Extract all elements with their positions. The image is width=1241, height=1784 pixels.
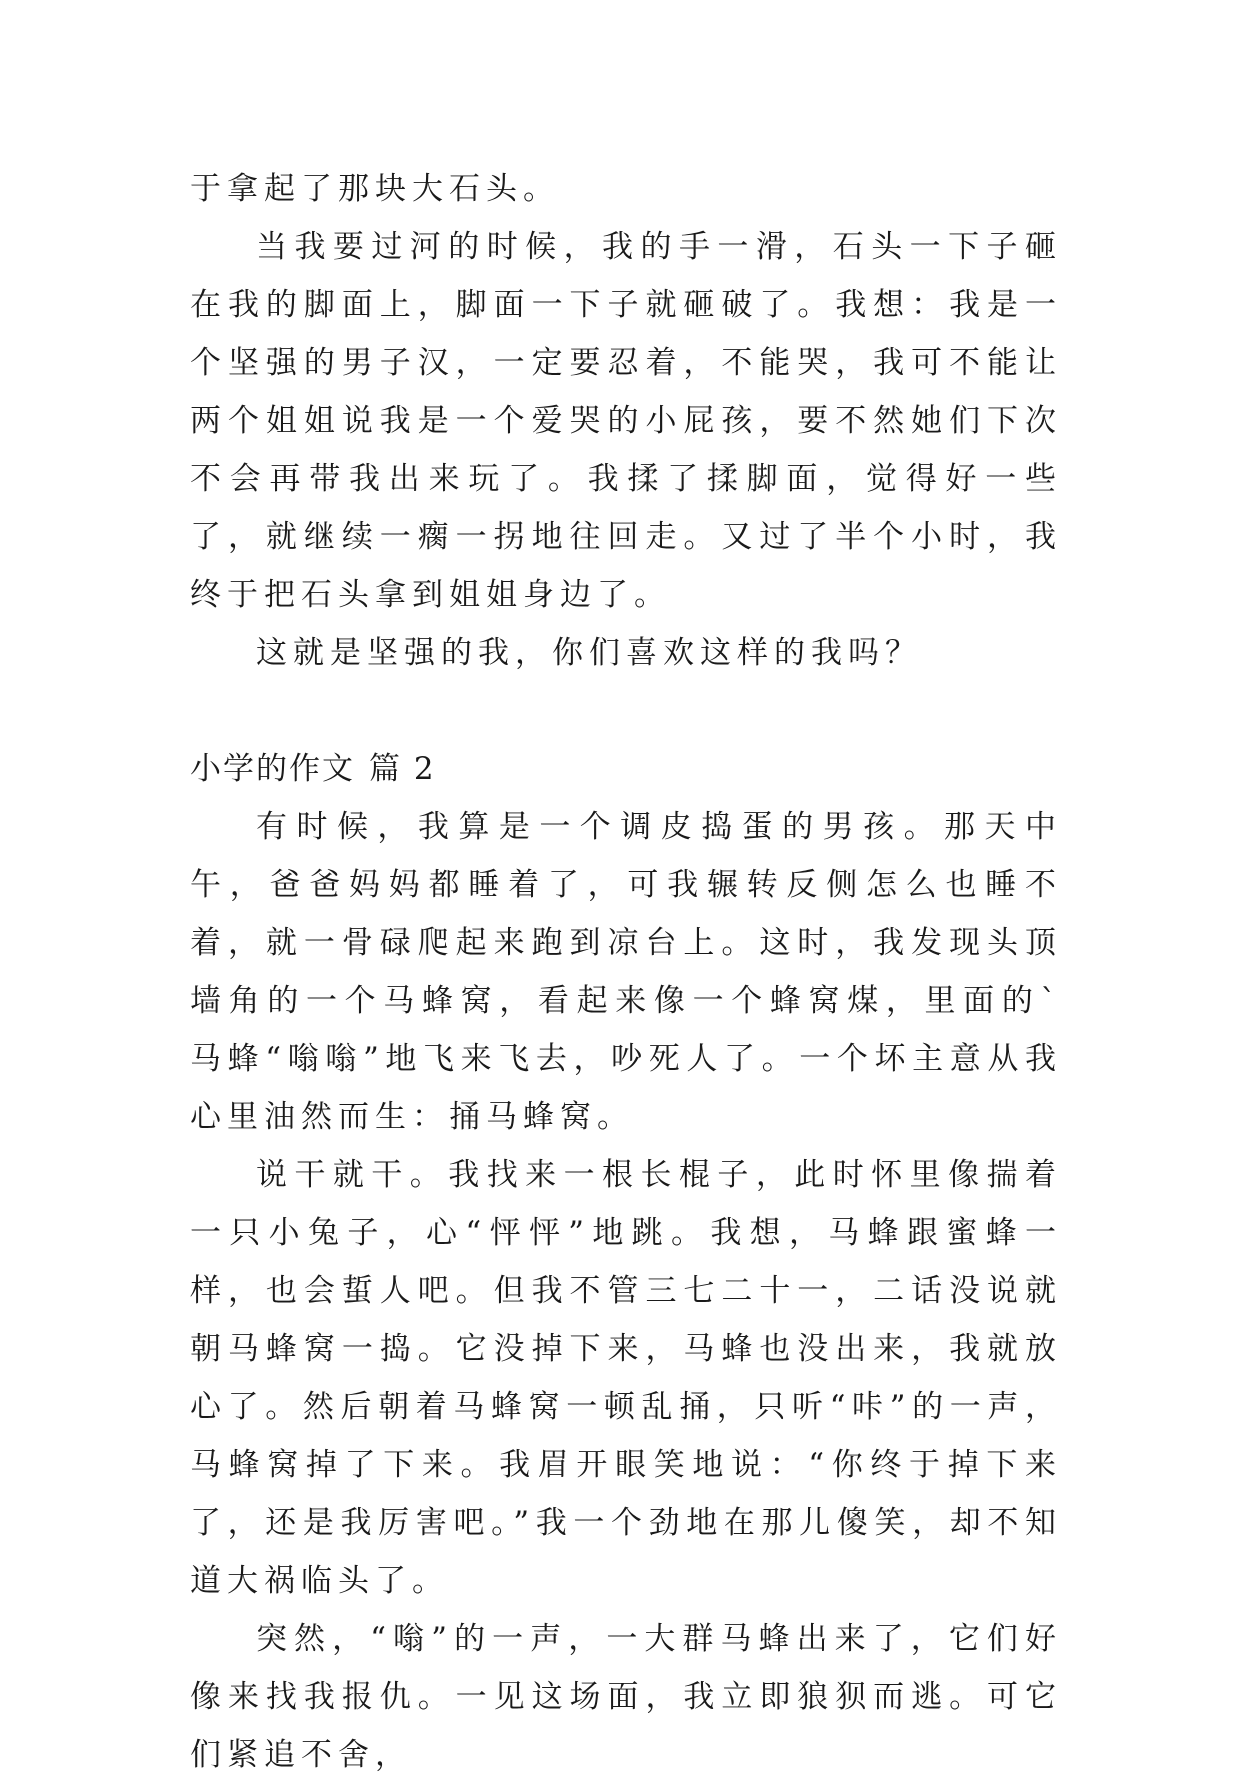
document-body xyxy=(190,160,1062,1784)
paragraph-hornet-nest-intro: 有时候，我算是一个调皮捣蛋的男孩。那天中午，爸爸妈妈都睡着了，可我辗转反侧怎么也睡不着，就一骨碌爬起来跑到凉台上。这时，我发现头顶墙角的一个马蜂窝，看起来像一个蜂窝煤，里面的`马蜂“嗡嗡”地飞来飞去，吵死人了。一个坏主意从我心里油然而生：捅马蜂窝。 xyxy=(190,809,1062,1135)
paragraph-continuation: 于拿起了那块大石头。 xyxy=(190,171,560,207)
section-heading-label: 篇 2 xyxy=(369,751,436,787)
section-heading-title: 小学的作文 xyxy=(190,751,355,787)
paragraph-poking-nest: 说干就干。我找来一根长棍子，此时怀里像揣着一只小兔子，心“怦怦”地跳。我想，马蜂跟蜜蜂一样，也会蜇人吧。但我不管三七二十一，二话没说就朝马蜂窝一捣。它没掉下来，马蜂也没出来，我就放心了。然后朝着马蜂窝一顿乱捅，只听“咔”的一声，马蜂窝掉了下来。我眉开眼笑地说：“你终于掉下来了，还是我厉害吧。”我一个劲地在那儿傻笑，却不知道大祸临头了。 xyxy=(190,1157,1062,1599)
paragraph-hornets-chase: 突然，“嗡”的一声，一大群马蜂出来了，它们好像来找我报仇。一见这场面，我立即狼狈而逃。可它们紧追不舍， xyxy=(190,1621,1062,1773)
section-spacer xyxy=(190,682,1062,740)
paragraph-river-injury: 当我要过河的时候，我的手一滑，石头一下子砸在我的脚面上，脚面一下子就砸破了。我想：我是一个坚强的男子汉，一定要忍着，不能哭，我可不能让两个姐姐说我是一个爱哭的小屁孩，要不然她们下次不会再带我出来玩了。我揉了揉脚面，觉得好一些了，就继续一瘸一拐地往回走。又过了半个小时，我终于把石头拿到姐姐身边了。 xyxy=(190,229,1062,613)
paragraph-conclusion: 这就是坚强的我，你们喜欢这样的我吗？ xyxy=(256,635,922,671)
section-heading xyxy=(190,740,1062,798)
